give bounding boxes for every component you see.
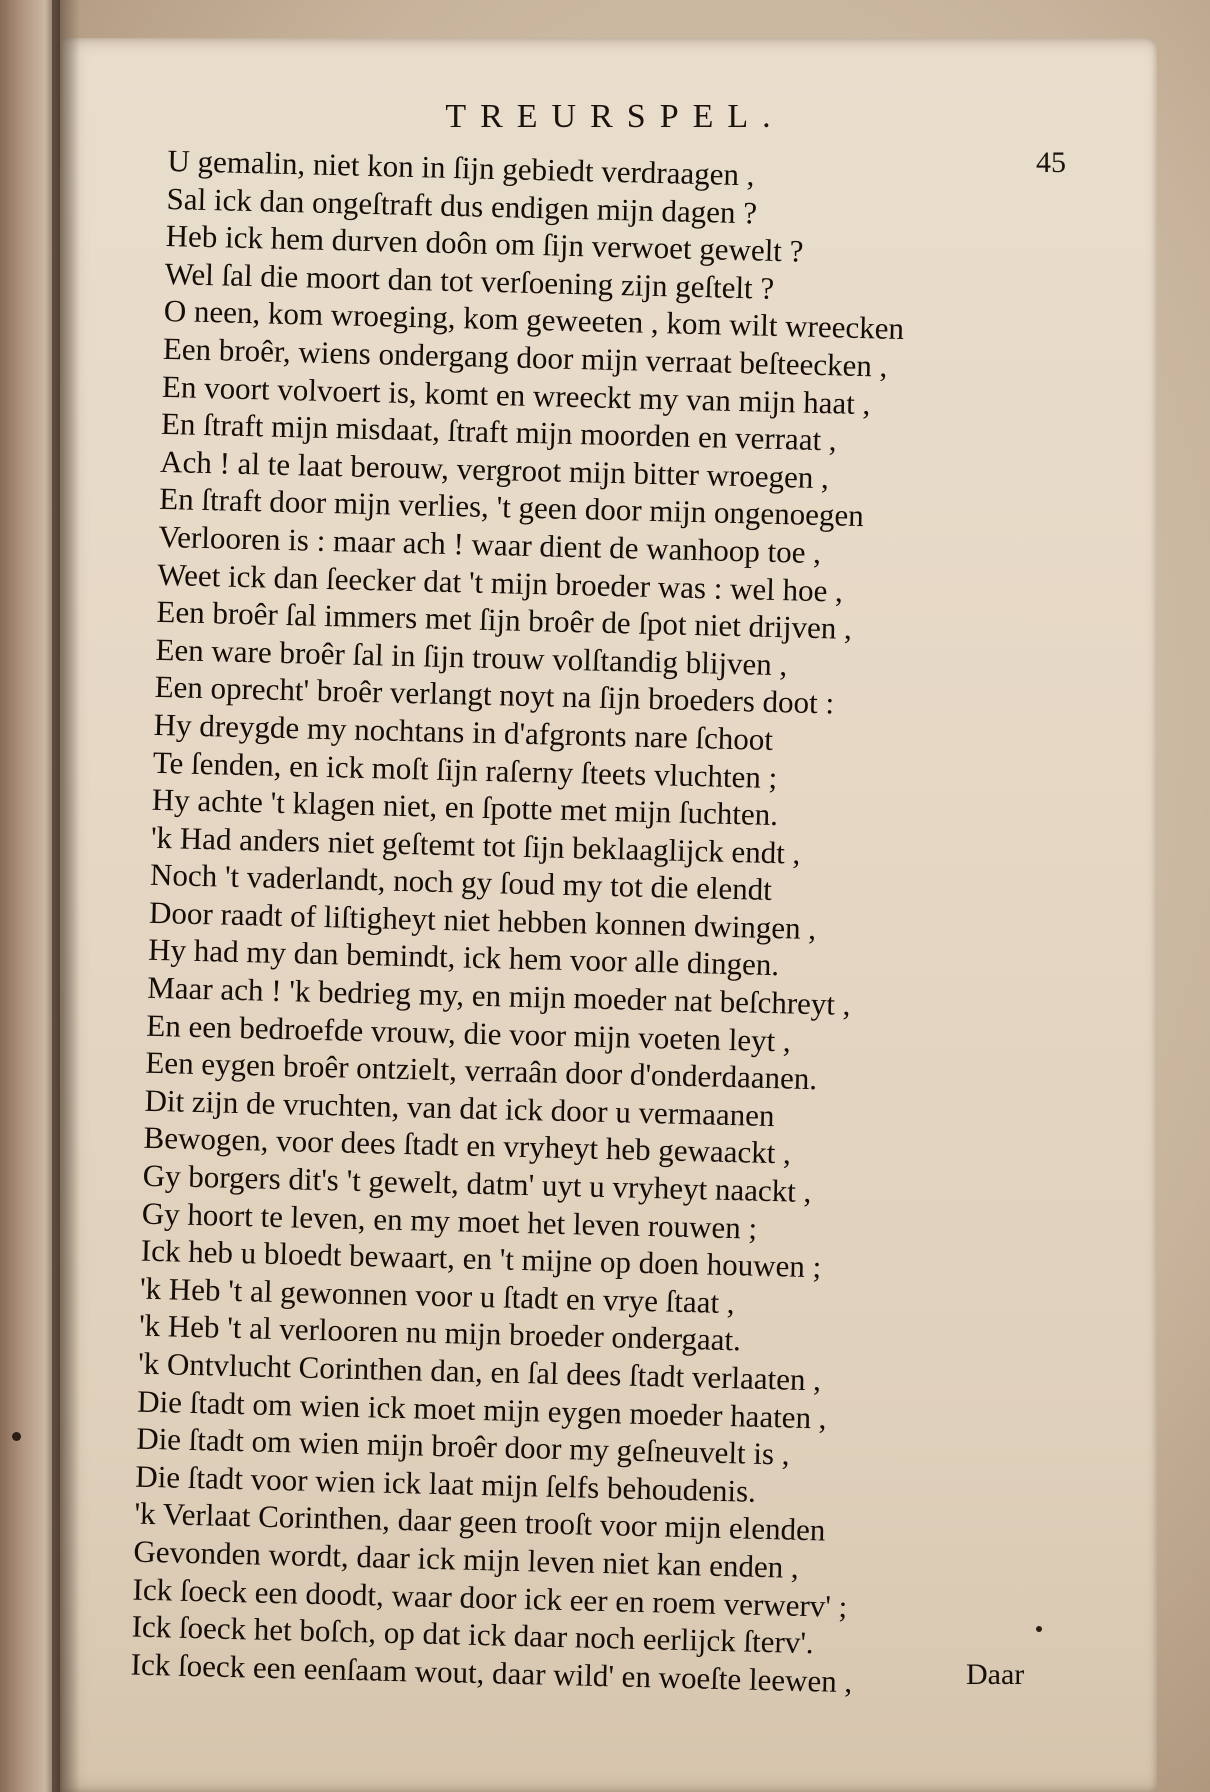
verse-line: Wel ſal die moort dan tot verſoening zijn geſtelt ? — [164, 255, 775, 306]
verse-line: Ick heb u bloedt bewaart, en 't mijne op doen houwen ; — [140, 1232, 822, 1285]
verse-line: Ick ſoeck het boſch, op dat ick daar noch eerlijck ſterv'. — [131, 1608, 815, 1661]
verse-line: Gy hoort te leven, en my moet het leven rouwen ; — [141, 1195, 758, 1246]
verse-line: Te ſenden, en ick moſt ſijn raſerny ſteets vluchten ; — [152, 744, 778, 795]
verse-line: Verlooren is : maar ach ! waar dient de wanhoop toe , — [157, 518, 822, 571]
verse-line: Een broêr ſal immers met ſijn broêr de ſpot niet drijven , — [156, 593, 853, 646]
verse-line: En ſtraft mijn misdaat, ſtraft mijn moorden en verraat , — [160, 406, 838, 458]
verse-line: Een broêr, wiens ondergang door mijn verraat beſteecken , — [162, 330, 888, 384]
verse-line: 'k Ontvlucht Corinthen dan, en ſal dees ſtadt verlaaten , — [137, 1345, 822, 1398]
verse-line: Hy dreygde my nochtans in d'afgronts nare ſchoot — [153, 706, 774, 757]
page-number: 45 — [1036, 146, 1066, 179]
verse-line: En voort volvoert is, komt en wreeckt my van mijn haat , — [161, 368, 871, 421]
facing-page-edge — [0, 0, 60, 1792]
verse-text — [130, 142, 1087, 1705]
verse-line: Ick ſoeck een eenſaam wout, daar wild' en woeſte leewen , — [130, 1646, 853, 1699]
verse-line: Hy had my dan bemindt, ick hem voor alle dingen. — [147, 932, 780, 983]
verse-line: 'k Had anders niet geſtemt tot ſijn beklaaglijck endt , — [150, 819, 801, 871]
verse-line: U gemalin, niet kon in ſijn gebiedt verdraagen , — [167, 142, 755, 193]
verse-line: Weet ick dan ſeecker dat 't mijn broeder was : wel hoe , — [157, 556, 844, 609]
verse-line: Sal ick dan ongeſtraft dus endigen mijn dagen ? — [166, 180, 758, 231]
spine-shadow — [52, 0, 80, 1792]
running-head: TREURSPEL. — [445, 98, 785, 135]
verse-line: Heb ick hem durven doôn om ſijn verwoet gewelt ? — [165, 218, 804, 269]
verse-line: En ſtraft door mijn verlies, 't geen door mijn ongenoegen — [158, 481, 865, 534]
verse-line: Noch 't vaderlandt, noch gy ſoud my tot die elendt — [149, 857, 773, 908]
verse-line: Een ware broêr ſal in ſijn trouw volſtandig blijven , — [155, 631, 788, 683]
verse-line: Die ſtadt om wien ick moet mijn eygen moeder haaten , — [136, 1383, 828, 1436]
verse-line: Een oprecht' broêr verlangt noyt na ſijn broeders doot : — [154, 669, 835, 721]
verse-line: Die ſtadt voor wien ick laat mijn ſelfs behoudenis. — [134, 1458, 757, 1509]
verse-line: 'k Verlaat Corinthen, daar geen trooſt voor mijn elenden — [134, 1495, 826, 1548]
verse-line: Hy achte 't klagen niet, en ſpotte met mijn ſuchten. — [151, 781, 779, 833]
verse-line: 'k Heb 't al gewonnen voor u ſtadt en vrye ſtaat , — [139, 1270, 736, 1320]
verse-line: Die ſtadt om wien mijn broêr door my geſneuvelt is , — [135, 1420, 791, 1472]
ink-speck — [1036, 1626, 1042, 1632]
verse-line: Gy borgers dit's 't gewelt, datm' uyt u vryheyt naackt , — [142, 1157, 812, 1210]
verse-line: Bewogen, voor dees ſtadt en vryheyt heb gewaackt , — [143, 1120, 792, 1171]
verse-line: Ick ſoeck een doodt, waar door ick eer en roem verwerv' ; — [132, 1571, 848, 1624]
ink-speck — [12, 1432, 21, 1441]
verse-line: Ach ! al te laat berouw, vergroot mijn bitter wroegen , — [159, 443, 830, 495]
verse-line: En een bedroefde vrouw, die voor mijn voeten leyt , — [145, 1007, 792, 1059]
verse-line: Een eygen broêr ontzielt, verraân door d'onderdaanen. — [145, 1044, 818, 1097]
verse-line: Door raadt of liſtigheyt niet hebben konnen dwingen , — [148, 894, 817, 946]
verse-line: Dit zijn de vruchten, van dat ick door u vermaanen — [144, 1082, 775, 1133]
verse-line: 'k Heb 't al verlooren nu mijn broeder ondergaat. — [138, 1308, 742, 1358]
verse-line: Gevonden wordt, daar ick mijn leven niet kan enden , — [133, 1533, 800, 1585]
catchword: Daar — [966, 1658, 1025, 1691]
verse-line: Maar ach ! 'k bedrieg my, en mijn moeder nat beſchreyt , — [146, 969, 851, 1022]
verse-line: O neen, kom wroeging, kom geweeten , kom wilt wreecken — [163, 293, 905, 347]
